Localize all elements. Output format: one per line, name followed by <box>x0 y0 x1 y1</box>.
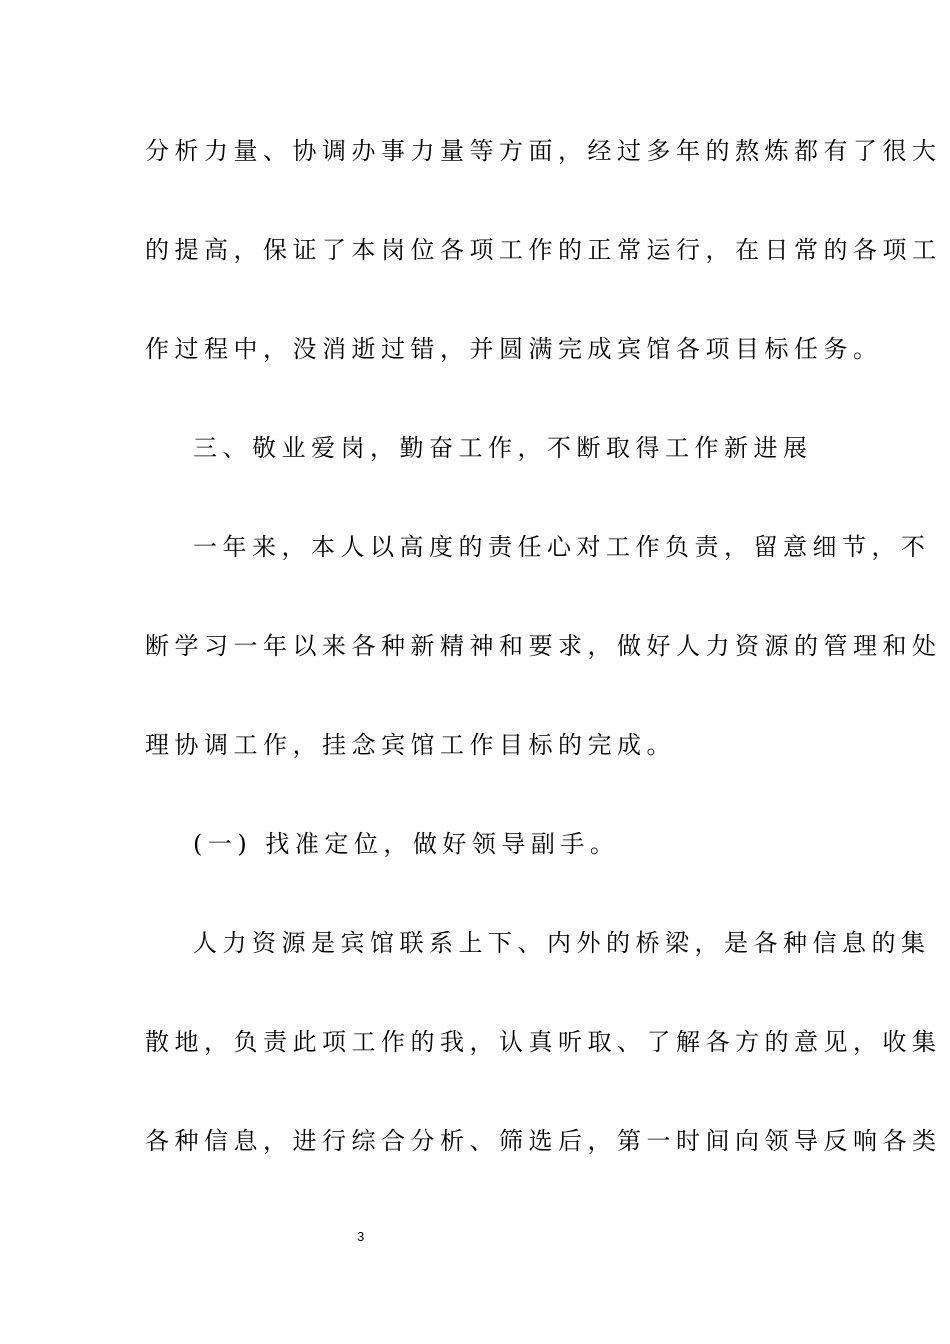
page-number: 3 <box>357 1229 365 1244</box>
body-text-line: 断学习一年以来各种新精神和要求，做好人力资源的管理和处 <box>145 632 942 660</box>
body-text-line: 的提高，保证了本岗位各项工作的正常运行，在日常的各项工 <box>145 236 942 264</box>
body-text-line: 理协调工作，挂念宾馆工作目标的完成。 <box>145 731 676 759</box>
body-text-line: 作过程中，没消逝过错，并圆满完成宾馆各项目标任务。 <box>145 335 883 363</box>
body-text-line: 散地，负责此项工作的我，认真听取、了解各方的意见，收集 <box>145 1028 942 1056</box>
body-text-line: 分析力量、协调办事力量等方面，经过多年的熬炼都有了很大 <box>145 137 942 165</box>
paragraph-first-line: 人力资源是宾馆联系上下、内外的桥梁，是各种信息的集 <box>193 929 931 957</box>
subsection-heading: (一) 找准定位，做好领导副手。 <box>193 830 620 858</box>
section-heading: 三、敬业爱岗，勤奋工作，不断取得工作新进展 <box>193 434 813 462</box>
body-text-line: 各种信息，进行综合分析、筛选后，第一时间向领导反响各类 <box>145 1127 942 1155</box>
paragraph-first-line: 一年来，本人以高度的责任心对工作负责，留意细节，不 <box>193 533 931 561</box>
